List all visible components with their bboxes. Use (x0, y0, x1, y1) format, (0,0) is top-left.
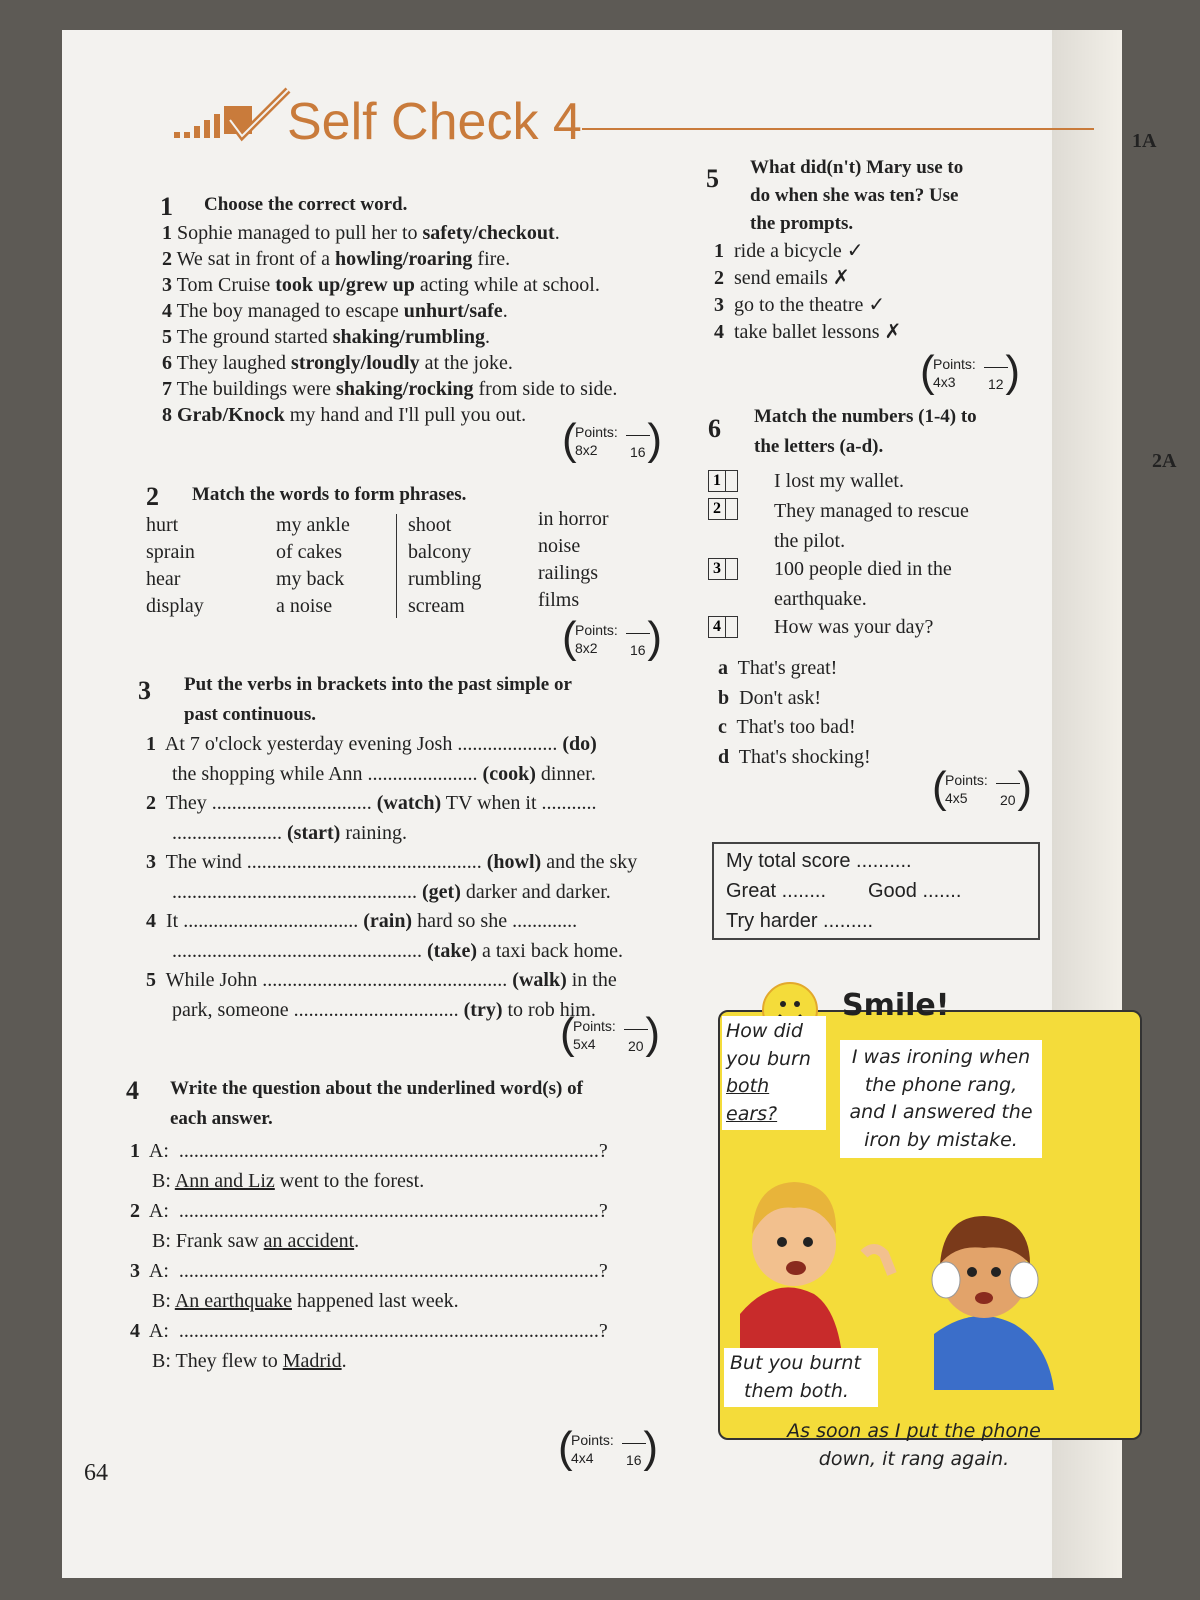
decorative-bars-icon (172, 112, 222, 142)
points-box: ( Points: 4x3 12 ) (920, 347, 1020, 396)
section-heading: Put the verbs in brackets into the past simple or (184, 674, 572, 695)
section-number: 2 (146, 482, 159, 511)
try-harder-label: Try harder ......... (726, 910, 874, 932)
page-number: 64 (84, 1460, 108, 1486)
match-item: 100 people died in the earthquake. (774, 558, 952, 610)
total-score-label: My total score .......... (726, 850, 912, 872)
side-tab-1a: 1A (1132, 130, 1157, 152)
option-item: d That's shocking! (718, 745, 871, 768)
total-score-box (712, 842, 1040, 940)
list-item: 4 take ballet lessons ✗ (714, 321, 902, 343)
speech-bubble-2: I was ironing when the phone rang, and I answered the iron by mistake. (840, 1040, 1042, 1158)
section-number: 3 (138, 676, 151, 705)
list-item: 4 It ................................... (rain) hard so she ............. (146, 910, 578, 932)
points-box: ( Points: 4x4 16 ) (558, 1423, 658, 1472)
answer-box[interactable]: 4 (708, 616, 738, 638)
list-item: 3 go to the theatre ✓ (714, 294, 886, 316)
answer-line: B: Ann and Liz went to the forest. (152, 1170, 425, 1192)
section-heading: Choose the correct word. (204, 194, 408, 215)
section-number: 6 (708, 414, 721, 443)
list-item-cont: .................................................. (take) a taxi back home. (172, 939, 624, 962)
points-box: ( Points: 5x4 20 ) (560, 1009, 660, 1058)
answer-line: B: They flew to Madrid. (152, 1350, 347, 1372)
option-item: b Don't ask! (718, 686, 822, 709)
section-heading-cont: past continuous. (184, 704, 316, 725)
match-item: They managed to rescue the pilot. (774, 500, 969, 552)
list-item-cont: park, someone ................................. (try) to rob him. (172, 998, 596, 1021)
column-divider (396, 514, 397, 618)
section-heading: Match the numbers (1-4) to the letters (a-d). (754, 406, 977, 457)
list-item: 6 They laughed strongly/loudly at the joke. (162, 352, 513, 374)
speech-bubble-3: But you burnt them both. (724, 1348, 878, 1407)
answer-box[interactable]: 1 (708, 470, 738, 492)
match-column-3: shoot balcony rumbling scream (408, 514, 482, 617)
section-5-list (714, 238, 901, 346)
answer-line: B: Frank saw an accident. (152, 1230, 360, 1252)
list-item: 8 Grab/Knock my hand and I'll pull you out. (162, 404, 527, 426)
great-label: Great ........ (726, 880, 827, 902)
list-item-cont: ...................... (start) raining. (172, 821, 407, 844)
checkmark-icon (220, 86, 296, 146)
section-1-list (162, 220, 617, 428)
list-item: 1 ride a bicycle ✓ (714, 240, 864, 262)
speech-bubble-1: How did you burn both ears? (722, 1016, 826, 1130)
caption-text: As soon as I put the phone down, it rang again. (787, 1420, 1041, 1470)
option-item: a That's great! (718, 657, 838, 679)
list-item: 7 The buildings were shaking/rocking from side to side. (162, 378, 618, 400)
question-line: 3 A: ....................................................................................? (130, 1260, 608, 1282)
title-rule (582, 128, 1094, 130)
list-item-cont: the shopping while Ann ...................... (cook) dinner. (172, 762, 596, 785)
section-4-list (130, 1136, 608, 1376)
side-tab-2a: 2A (1152, 450, 1177, 472)
list-item: 5 While John ................................................. (walk) in the (146, 969, 617, 991)
question-line: 2 A: ....................................................................................? (130, 1200, 608, 1222)
smile-title: Smile! (842, 988, 950, 1023)
list-item: 2 We sat in front of a howling/roaring fire. (162, 248, 511, 270)
section-3-list (146, 730, 637, 1025)
section-number: 5 (706, 164, 719, 193)
points-box: ( Points: 8x2 16 ) (562, 415, 662, 464)
question-line: 4 A: ....................................................................................? (130, 1320, 608, 1342)
list-item: 2 They ................................ (watch) TV when it ........... (146, 792, 597, 814)
list-item: 1 Sophie managed to pull her to safety/checkout. (162, 222, 560, 244)
match-item: I lost my wallet. (774, 470, 904, 492)
list-item: 3 Tom Cruise took up/grew up acting while at school. (162, 274, 600, 296)
question-line: 1 A: ....................................................................................? (130, 1140, 608, 1162)
match-column-4: in horror noise railings films (538, 508, 609, 611)
option-item: c That's too bad! (718, 716, 856, 738)
list-item-cont: ................................................. (get) darker and darker. (172, 880, 611, 903)
section-number: 4 (126, 1076, 139, 1105)
answer-box[interactable]: 2 (708, 498, 738, 520)
section-heading-cont: each answer. (170, 1108, 273, 1129)
list-item: 5 The ground started shaking/rumbling. (162, 326, 491, 348)
smile-rule (934, 1010, 1044, 1012)
points-box: ( Points: 8x2 16 ) (562, 613, 662, 662)
list-item: 2 send emails ✗ (714, 267, 850, 289)
list-item: 3 The wind ............................................... (howl) and the sky (146, 851, 638, 873)
section-number: 1 (160, 192, 173, 221)
workbook-page (62, 30, 1177, 1578)
answer-line: B: An earthquake happened last week. (152, 1290, 459, 1312)
section-heading: What did(n't) Mary use to do when she was ten? Use the prompts. (750, 157, 964, 234)
match-column-2: my ankle of cakes my back a noise (276, 514, 350, 617)
list-item: 4 The boy managed to escape unhurt/safe. (162, 300, 508, 322)
match-column-1: hurt sprain hear display (146, 514, 204, 617)
points-box: ( Points: 4x5 20 ) (932, 763, 1032, 812)
page-title: Self Check 4 (287, 93, 582, 151)
match-item: How was your day? (774, 616, 934, 638)
section-heading: Match the words to form phrases. (192, 484, 467, 505)
answer-box[interactable]: 3 (708, 558, 738, 580)
section-heading: Write the question about the underlined word(s) of (170, 1078, 583, 1099)
good-label: Good ....... (868, 880, 962, 902)
list-item: 1 At 7 o'clock yesterday evening Josh .................... (do) (146, 733, 597, 755)
letter-options (718, 654, 871, 772)
